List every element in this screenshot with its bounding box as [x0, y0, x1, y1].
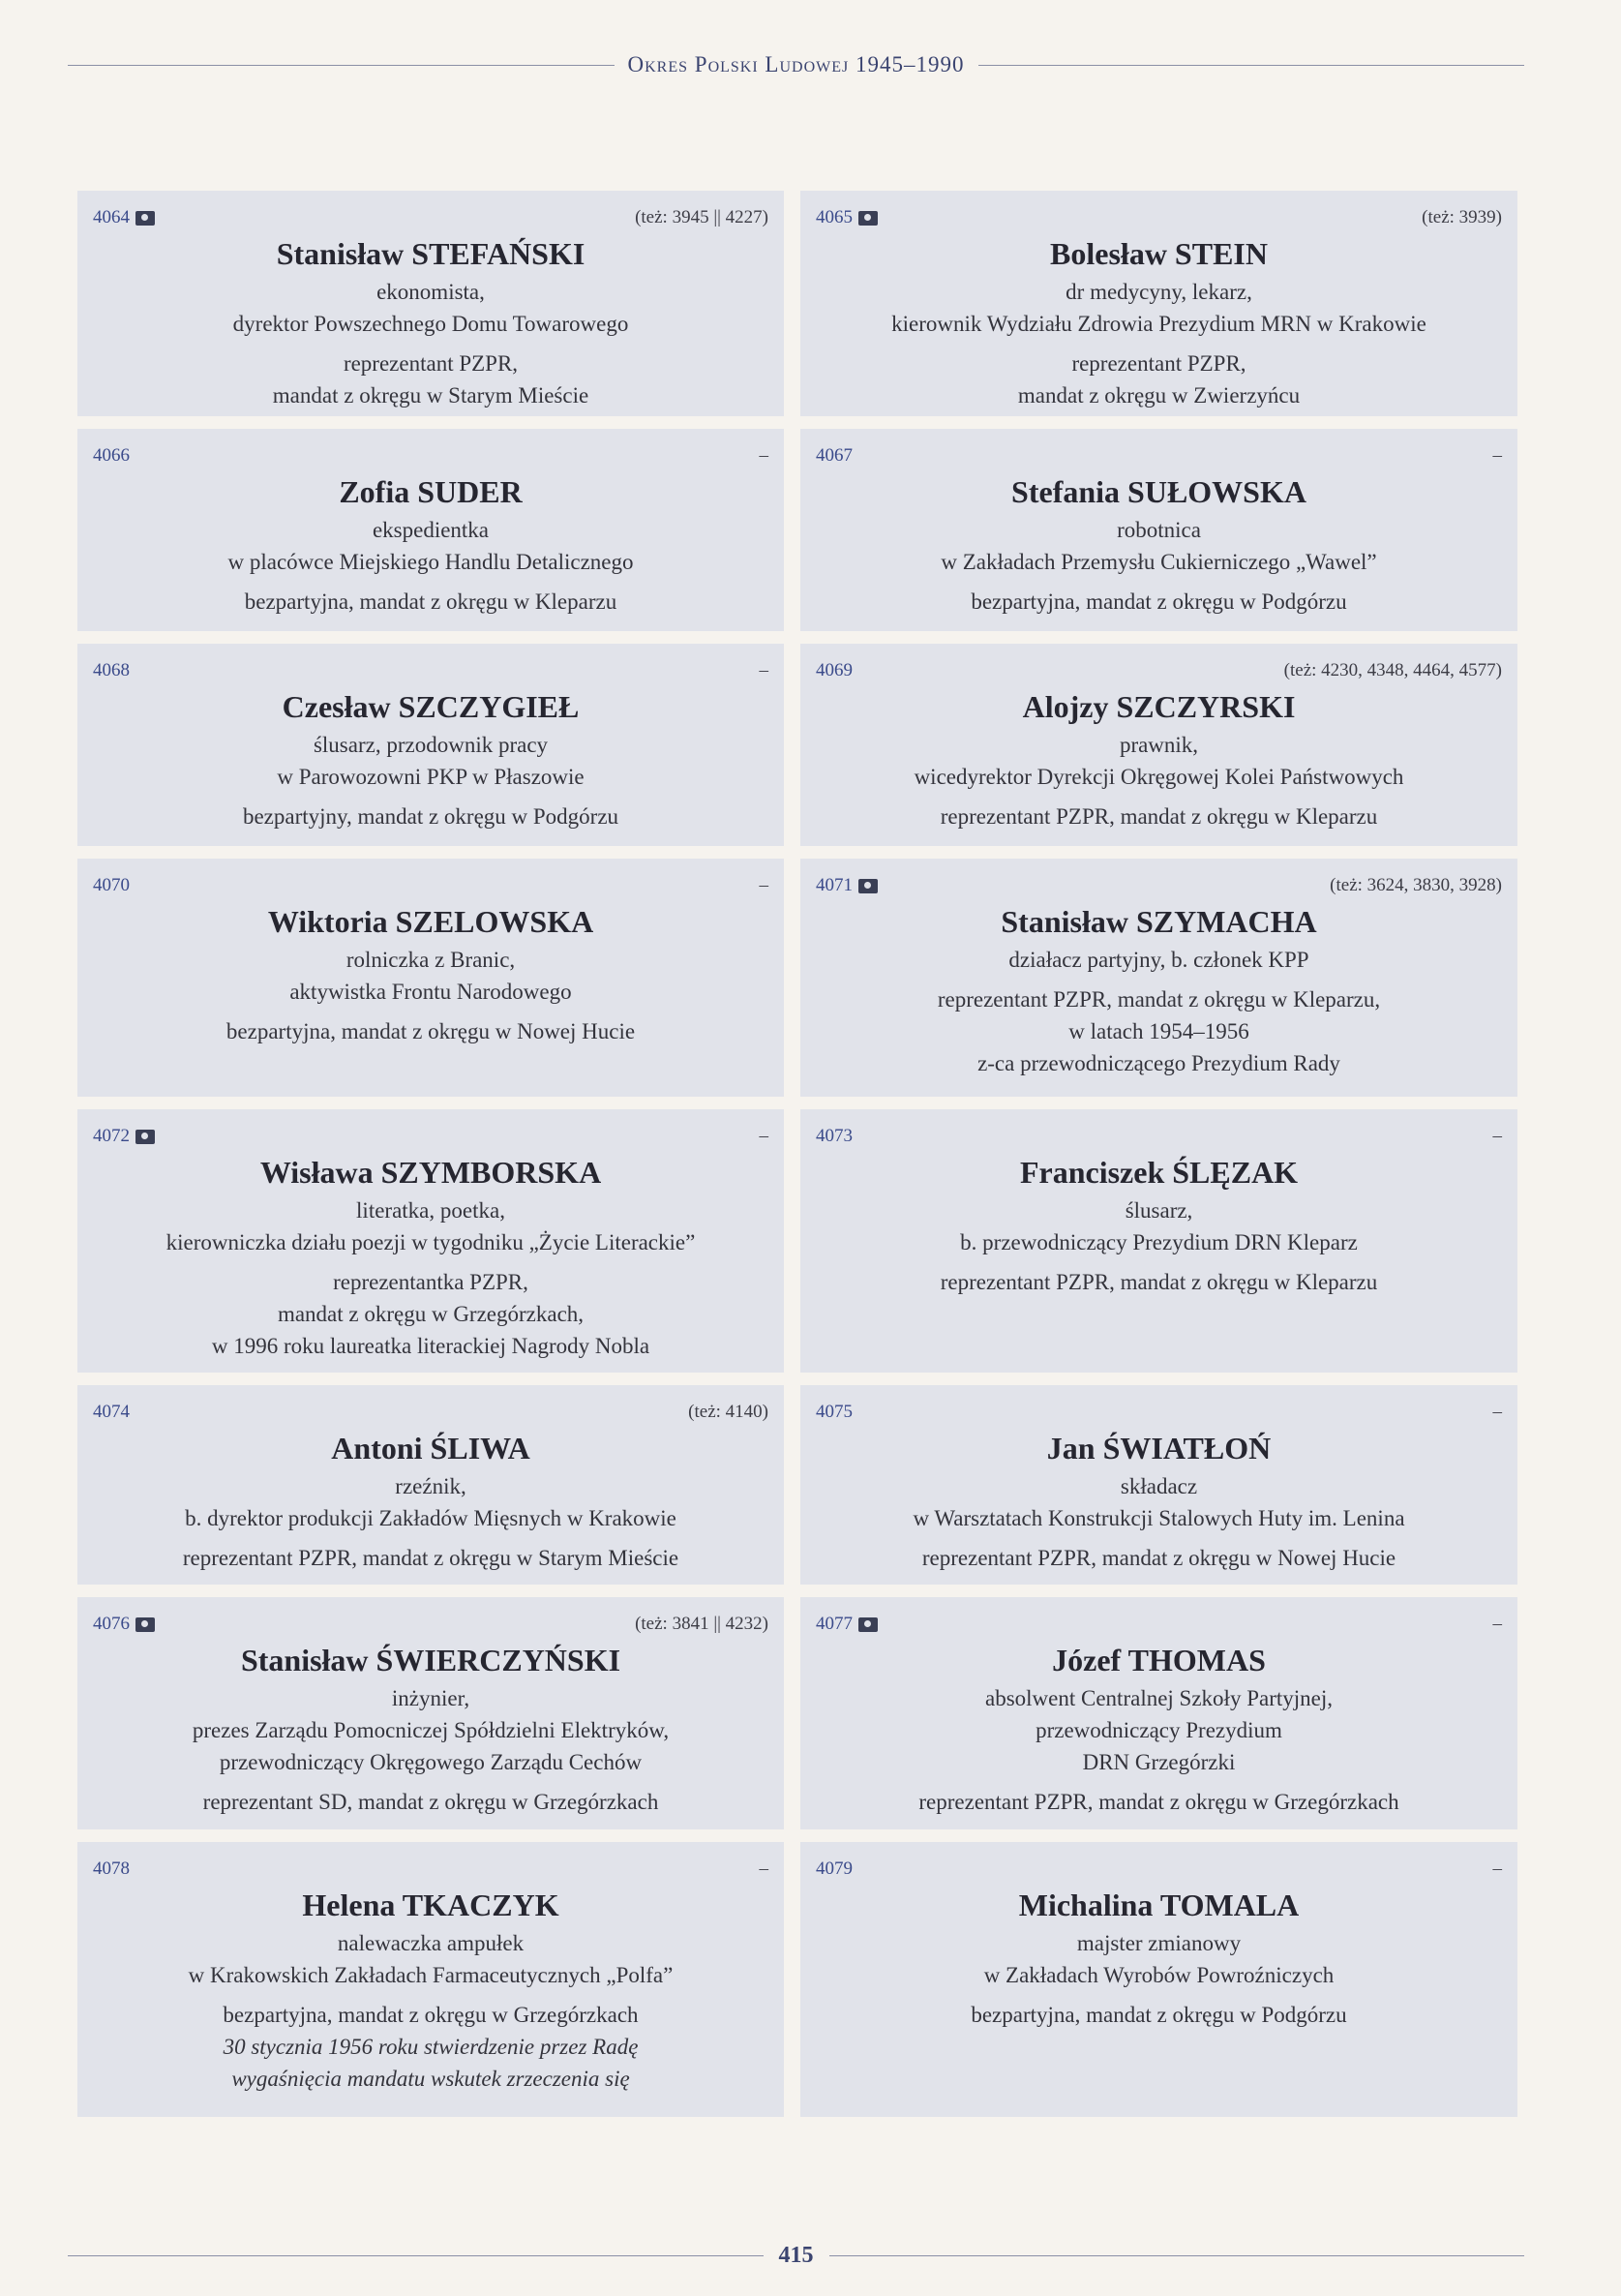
- occupation-line: b. przewodniczący Prezydium DRN Kleparz: [960, 1230, 1358, 1254]
- person-name: Józef THOMAS: [1052, 1643, 1266, 1677]
- entry-card: [77, 859, 784, 1097]
- camera-icon: [858, 1617, 878, 1632]
- mandate-line: reprezentantka PZPR,: [333, 1270, 528, 1294]
- entry-number-group: [93, 875, 130, 896]
- spacer: [93, 578, 768, 586]
- entry-header: [93, 659, 768, 682]
- entry-number: 4074: [93, 1402, 130, 1422]
- occupation-line: absolwent Centralnej Szkoły Partyjnej,: [985, 1686, 1333, 1710]
- occupation-line: DRN Grzegórzki: [1082, 1750, 1236, 1774]
- footer-rule-right: [829, 2255, 1525, 2256]
- entry-card: [800, 1842, 1517, 2117]
- occupation-line: kierowniczka działu poezji w tygodniku „Życie Literackie”: [165, 1230, 696, 1254]
- note-line: wygaśnięcia mandatu wskutek zrzeczenia się: [231, 2067, 630, 2091]
- entry-header: [816, 206, 1502, 229]
- entry-card: [77, 1597, 784, 1829]
- entry-card: [77, 191, 784, 416]
- occupation-line: ślusarz, przodownik pracy: [313, 733, 549, 757]
- entry-reference: –: [1492, 1614, 1502, 1634]
- occupation-line: rolniczka z Branic,: [345, 948, 516, 972]
- page-footer: [68, 2238, 1524, 2273]
- person-name: Wisława SZYMBORSKA: [259, 1155, 602, 1190]
- spacer: [816, 1258, 1502, 1266]
- mandate-line: reprezentant SD, mandat z okręgu w Grzegórzkach: [202, 1790, 659, 1814]
- occupation-line: kierownik Wydziału Zdrowia Prezydium MRN w Krakowie: [891, 312, 1426, 336]
- entry-header: [816, 1125, 1502, 1148]
- camera-icon: [858, 879, 878, 893]
- occupation-line: dyrektor Powszechnego Domu Towarowego: [232, 312, 629, 336]
- occupation-line: literatka, poetka,: [356, 1198, 505, 1223]
- entry-header: [93, 1858, 768, 1881]
- occupation-line: wicedyrektor Dyrekcji Okręgowej Kolei Państwowych: [914, 765, 1404, 789]
- occupation-line: w Zakładach Przemysłu Cukierniczego „Wawel”: [941, 550, 1377, 574]
- person-name: Zofia SUDER: [339, 474, 523, 509]
- entry-number-group: [816, 1402, 853, 1423]
- entry-header: [816, 1613, 1502, 1636]
- entry-card: [800, 1597, 1517, 1829]
- note-line: 30 stycznia 1956 roku stwierdzenie przez Radę: [223, 2035, 639, 2059]
- entry-number: 4068: [93, 660, 130, 680]
- person-name: Michalina TOMALA: [1018, 1888, 1300, 1922]
- occupation-line: przewodniczący Prezydium: [1036, 1718, 1282, 1742]
- entry-card: [800, 859, 1517, 1097]
- mandate-line: w 1996 roku laureatka literackiej Nagrody Nobla: [211, 1334, 650, 1358]
- entry-reference: –: [1492, 1126, 1502, 1146]
- entry-number: 4075: [816, 1402, 853, 1422]
- person-name: Helena TKACZYK: [302, 1888, 559, 1922]
- spacer: [93, 1991, 768, 1999]
- entry-number: 4071: [816, 875, 853, 895]
- spacer: [816, 793, 1502, 801]
- entry-card: [77, 429, 784, 631]
- occupation-line: ślusarz,: [1125, 1198, 1193, 1223]
- person-name: Alojzy SZCZYRSKI: [1022, 689, 1296, 724]
- occupation-line: w Warsztatach Konstrukcji Stalowych Huty im. Lenina: [913, 1506, 1405, 1530]
- running-header: [68, 50, 1524, 79]
- entry-number: 4066: [93, 445, 130, 466]
- person-name: Stanisław SZYMACHA: [1001, 904, 1317, 939]
- person-name: Jan ŚWIATŁOŃ: [1046, 1431, 1272, 1465]
- spacer: [816, 1534, 1502, 1542]
- mandate-line: bezpartyjna, mandat z okręgu w Grzegórzkach: [223, 2003, 639, 2027]
- entry-number: 4078: [93, 1858, 130, 1879]
- page-number: 415: [778, 2242, 814, 2268]
- entry-number-group: [93, 1402, 130, 1423]
- mandate-line: mandat z okręgu w Zwierzyńcu: [1017, 383, 1301, 408]
- spacer: [816, 340, 1502, 347]
- entry-number-group: [816, 207, 878, 228]
- entry-reference: –: [1492, 1858, 1502, 1879]
- mandate-line: reprezentant PZPR, mandat z okręgu w Kleparzu,: [937, 987, 1381, 1012]
- mandate-line: reprezentant PZPR,: [1071, 351, 1246, 376]
- entry-header: [93, 1125, 768, 1148]
- entry-number-group: [816, 875, 878, 896]
- header-rule-left: [68, 65, 615, 66]
- mandate-line: reprezentant PZPR, mandat z okręgu w Kleparzu: [940, 1270, 1378, 1294]
- entry-reference: (też: 4230, 4348, 4464, 4577): [1283, 660, 1502, 680]
- mandate-line: mandat z okręgu w Grzegórzkach,: [277, 1302, 585, 1326]
- mandate-line: reprezentant PZPR,: [343, 351, 519, 376]
- entry-header: [93, 444, 768, 468]
- camera-icon: [858, 211, 878, 226]
- entry-number-group: [816, 1858, 853, 1880]
- entry-number: 4067: [816, 445, 853, 466]
- mandate-line: reprezentant PZPR, mandat z okręgu w Grzegórzkach: [918, 1790, 1399, 1814]
- spacer: [93, 1778, 768, 1786]
- entry-number-group: [93, 660, 130, 681]
- footer-rule-left: [68, 2255, 764, 2256]
- occupation-line: w placówce Miejskiego Handlu Detalicznego: [227, 550, 634, 574]
- spacer: [816, 1991, 1502, 1999]
- camera-icon: [135, 1130, 155, 1144]
- entry-card: [800, 1385, 1517, 1585]
- entry-card: [77, 1842, 784, 2117]
- entry-card: [800, 429, 1517, 631]
- entry-number: 4065: [816, 207, 853, 227]
- occupation-line: dr medycyny, lekarz,: [1066, 280, 1252, 304]
- entry-number: 4076: [93, 1614, 130, 1634]
- entry-reference: –: [759, 1126, 768, 1146]
- occupation-line: majster zmianowy: [1076, 1931, 1242, 1955]
- entry-reference: (też: 3939): [1422, 207, 1502, 227]
- entry-header: [816, 444, 1502, 468]
- mandate-line: reprezentant PZPR, mandat z okręgu w Starym Mieście: [182, 1546, 679, 1570]
- occupation-line: robotnica: [1117, 518, 1201, 542]
- mandate-line: w latach 1954–1956: [1068, 1019, 1249, 1043]
- occupation-line: składacz: [1120, 1474, 1198, 1498]
- occupation-line: w Zakładach Wyrobów Powroźniczych: [983, 1963, 1335, 1987]
- entry-reference: (też: 3945 || 4227): [635, 207, 768, 227]
- spacer: [816, 1778, 1502, 1786]
- occupation-line: ekspedientka: [372, 518, 490, 542]
- mandate-line: bezpartyjna, mandat z okręgu w Podgórzu: [971, 589, 1347, 614]
- entry-card: [800, 1109, 1517, 1373]
- entry-number: 4079: [816, 1858, 853, 1879]
- entry-header: [816, 874, 1502, 897]
- person-name: Franciszek ŚLĘZAK: [1019, 1155, 1299, 1190]
- entry-header: [93, 1613, 768, 1636]
- mandate-line: bezpartyjna, mandat z okręgu w Podgórzu: [971, 2003, 1347, 2027]
- mandate-line: z-ca przewodniczącego Prezydium Rady: [977, 1051, 1340, 1075]
- entry-header: [816, 659, 1502, 682]
- entry-card: [77, 644, 784, 846]
- entry-reference: (też: 3841 || 4232): [635, 1614, 768, 1634]
- entry-header: [93, 874, 768, 897]
- entry-number: 4073: [816, 1126, 853, 1146]
- entry-number: 4064: [93, 207, 130, 227]
- entry-number: 4069: [816, 660, 853, 680]
- entry-number: 4077: [816, 1614, 853, 1634]
- occupation-line: rzeźnik,: [395, 1474, 466, 1498]
- camera-icon: [135, 211, 155, 226]
- occupation-line: aktywistka Frontu Narodowego: [289, 980, 572, 1004]
- entry-header: [93, 206, 768, 229]
- occupation-line: działacz partyjny, b. członek KPP: [1008, 948, 1309, 972]
- entry-number: 4072: [93, 1126, 130, 1146]
- mandate-line: reprezentant PZPR, mandat z okręgu w Nowej Hucie: [921, 1546, 1396, 1570]
- mandate-line: bezpartyjna, mandat z okręgu w Nowej Hucie: [225, 1019, 636, 1043]
- occupation-line: b. dyrektor produkcji Zakładów Mięsnych w Krakowie: [185, 1506, 676, 1530]
- entry-card: [77, 1385, 784, 1585]
- entry-number: 4070: [93, 875, 130, 895]
- entry-number-group: [816, 660, 853, 681]
- entry-header: [93, 1401, 768, 1424]
- spacer: [93, 340, 768, 347]
- person-name: Antoni ŚLIWA: [331, 1431, 530, 1465]
- entry-header: [816, 1858, 1502, 1881]
- entry-header: [816, 1401, 1502, 1424]
- entry-card: [77, 1109, 784, 1373]
- entry-card: [800, 191, 1517, 416]
- spacer: [816, 976, 1502, 983]
- entry-reference: –: [759, 445, 768, 466]
- camera-icon: [135, 1617, 155, 1632]
- mandate-line: mandat z okręgu w Starym Mieście: [272, 383, 589, 408]
- mandate-line: bezpartyjny, mandat z okręgu w Podgórzu: [242, 804, 619, 829]
- person-name: Stanisław STEFAŃSKI: [276, 236, 585, 271]
- person-name: Czesław SZCZYGIEŁ: [282, 689, 580, 724]
- occupation-line: w Parowozowni PKP w Płaszowie: [277, 765, 585, 789]
- spacer: [816, 578, 1502, 586]
- entry-reference: (też: 4140): [688, 1402, 768, 1422]
- entry-reference: (też: 3624, 3830, 3928): [1330, 875, 1502, 895]
- person-name: Stanisław ŚWIERCZYŃSKI: [240, 1643, 621, 1677]
- entry-number-group: [93, 1614, 155, 1635]
- spacer: [93, 793, 768, 801]
- occupation-line: ekonomista,: [376, 280, 485, 304]
- entry-reference: –: [1492, 1402, 1502, 1422]
- occupation-line: nalewaczka ampułek: [337, 1931, 525, 1955]
- entry-reference: –: [759, 875, 768, 895]
- occupation-line: inżynier,: [391, 1686, 470, 1710]
- entry-number-group: [816, 1614, 878, 1635]
- person-name: Wiktoria SZELOWSKA: [267, 904, 594, 939]
- entry-number-group: [816, 1126, 853, 1147]
- person-name: Stefania SUŁOWSKA: [1011, 474, 1306, 509]
- person-name: Bolesław STEIN: [1050, 236, 1268, 271]
- running-title: Okres Polski Ludowej 1945–1990: [627, 52, 965, 76]
- mandate-line: bezpartyjna, mandat z okręgu w Kleparzu: [244, 589, 617, 614]
- entry-number-group: [93, 1858, 130, 1880]
- occupation-line: prezes Zarządu Pomocniczej Spółdzielni Elektryków,: [192, 1718, 670, 1742]
- occupation-line: prawnik,: [1119, 733, 1199, 757]
- entry-reference: –: [759, 660, 768, 680]
- spacer: [93, 1008, 768, 1015]
- entries-grid: [77, 191, 1517, 2130]
- entry-reference: –: [759, 1858, 768, 1879]
- occupation-line: przewodniczący Okręgowego Zarządu Cechów: [219, 1750, 643, 1774]
- entry-number-group: [93, 1126, 155, 1147]
- entry-card: [800, 644, 1517, 846]
- entry-number-group: [93, 445, 130, 467]
- mandate-line: reprezentant PZPR, mandat z okręgu w Kleparzu: [940, 804, 1378, 829]
- entry-number-group: [816, 445, 853, 467]
- header-rule-right: [978, 65, 1525, 66]
- spacer: [93, 1258, 768, 1266]
- entry-number-group: [93, 207, 155, 228]
- entry-reference: –: [1492, 445, 1502, 466]
- spacer: [93, 1534, 768, 1542]
- occupation-line: w Krakowskich Zakładach Farmaceutycznych „Polfa”: [188, 1963, 674, 1987]
